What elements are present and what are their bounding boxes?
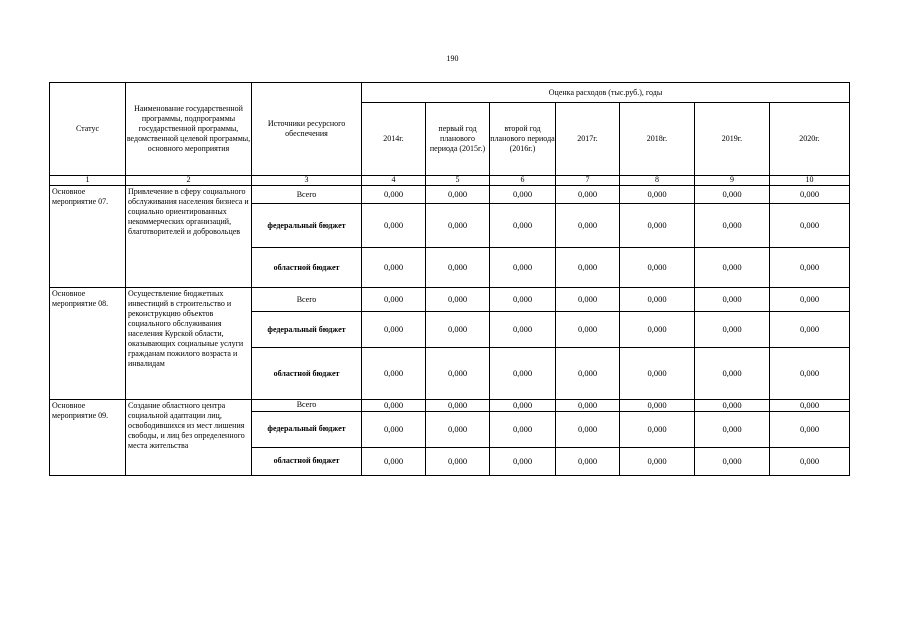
value-cell: 0,000 xyxy=(620,400,695,412)
funding-source-cell: федеральный бюджет xyxy=(252,204,362,248)
column-number-row xyxy=(50,176,850,186)
value-cell: 0,000 xyxy=(426,288,490,312)
header-sources: Источники ресурсного обеспечения xyxy=(252,83,362,176)
value-cell: 0,000 xyxy=(770,411,850,447)
value-cell: 0,000 xyxy=(362,312,426,348)
value-cell: 0,000 xyxy=(770,348,850,400)
funding-source-cell: федеральный бюджет xyxy=(252,411,362,447)
column-number: 3 xyxy=(252,176,362,186)
value-cell: 0,000 xyxy=(770,400,850,412)
value-cell: 0,000 xyxy=(770,447,850,475)
value-cell: 0,000 xyxy=(770,312,850,348)
value-cell: 0,000 xyxy=(426,400,490,412)
header-name: Наименование государственной программы, подпрограммы государственной программы, ведомственной целевой программы, основного мероприятия xyxy=(126,83,252,176)
value-cell: 0,000 xyxy=(490,400,556,412)
column-number: 9 xyxy=(695,176,770,186)
header-estimate: Оценка расходов (тыс.руб.), годы xyxy=(362,83,850,103)
status-cell: Основное мероприятие 08. xyxy=(50,288,126,400)
funding-source-cell: Всего xyxy=(252,400,362,412)
value-cell: 0,000 xyxy=(362,447,426,475)
value-cell: 0,000 xyxy=(362,400,426,412)
table-row xyxy=(50,186,850,204)
value-cell: 0,000 xyxy=(620,348,695,400)
funding-source-cell: областной бюджет xyxy=(252,348,362,400)
header-row xyxy=(50,83,850,103)
value-cell: 0,000 xyxy=(556,411,620,447)
value-cell: 0,000 xyxy=(620,186,695,204)
value-cell: 0,000 xyxy=(362,411,426,447)
value-cell: 0,000 xyxy=(490,348,556,400)
column-number: 8 xyxy=(620,176,695,186)
header-year: 2014г. xyxy=(362,103,426,176)
value-cell: 0,000 xyxy=(362,288,426,312)
value-cell: 0,000 xyxy=(620,248,695,288)
value-cell: 0,000 xyxy=(426,348,490,400)
header-year: 2020г. xyxy=(770,103,850,176)
value-cell: 0,000 xyxy=(770,248,850,288)
value-cell: 0,000 xyxy=(695,447,770,475)
column-number: 1 xyxy=(50,176,126,186)
funding-source-cell: областной бюджет xyxy=(252,248,362,288)
funding-source-cell: Всего xyxy=(252,186,362,204)
activity-name-cell: Создание областного центра социальной адаптации лиц, освободившихся из мест лишения свободы, и лиц без определенного места жительства xyxy=(126,400,252,476)
page-number: 190 xyxy=(446,54,459,63)
value-cell: 0,000 xyxy=(620,312,695,348)
value-cell: 0,000 xyxy=(426,204,490,248)
value-cell: 0,000 xyxy=(490,447,556,475)
table-row xyxy=(50,400,850,412)
value-cell: 0,000 xyxy=(362,186,426,204)
value-cell: 0,000 xyxy=(490,312,556,348)
value-cell: 0,000 xyxy=(620,447,695,475)
value-cell: 0,000 xyxy=(695,186,770,204)
value-cell: 0,000 xyxy=(695,411,770,447)
value-cell: 0,000 xyxy=(426,312,490,348)
funding-source-cell: Всего xyxy=(252,288,362,312)
value-cell: 0,000 xyxy=(770,288,850,312)
value-cell: 0,000 xyxy=(362,248,426,288)
value-cell: 0,000 xyxy=(556,204,620,248)
value-cell: 0,000 xyxy=(362,204,426,248)
column-number: 5 xyxy=(426,176,490,186)
value-cell: 0,000 xyxy=(556,186,620,204)
header-year: первый год планового периода (2015г.) xyxy=(426,103,490,176)
header-year: 2018г. xyxy=(620,103,695,176)
value-cell: 0,000 xyxy=(620,411,695,447)
column-number: 4 xyxy=(362,176,426,186)
value-cell: 0,000 xyxy=(362,348,426,400)
column-number: 2 xyxy=(126,176,252,186)
value-cell: 0,000 xyxy=(620,204,695,248)
table-row xyxy=(50,288,850,312)
value-cell: 0,000 xyxy=(426,186,490,204)
header-status: Статус xyxy=(50,83,126,176)
value-cell: 0,000 xyxy=(556,348,620,400)
value-cell: 0,000 xyxy=(770,186,850,204)
column-number: 10 xyxy=(770,176,850,186)
value-cell: 0,000 xyxy=(556,248,620,288)
value-cell: 0,000 xyxy=(426,411,490,447)
value-cell: 0,000 xyxy=(556,312,620,348)
header-year: 2017г. xyxy=(556,103,620,176)
funding-source-cell: федеральный бюджет xyxy=(252,312,362,348)
header-year: второй год планового периода (2016г.) xyxy=(490,103,556,176)
value-cell: 0,000 xyxy=(426,447,490,475)
value-cell: 0,000 xyxy=(770,204,850,248)
value-cell: 0,000 xyxy=(695,312,770,348)
value-cell: 0,000 xyxy=(490,411,556,447)
activity-name-cell: Осуществление бюджетных инвестиций в строительство и реконструкцию объектов социального обслуживания населения Курской области, оказывающих социальные услуги гражданам пожилого возраста и инвалидам xyxy=(126,288,252,400)
value-cell: 0,000 xyxy=(556,447,620,475)
value-cell: 0,000 xyxy=(490,186,556,204)
budget-table xyxy=(49,82,850,476)
value-cell: 0,000 xyxy=(620,288,695,312)
value-cell: 0,000 xyxy=(490,248,556,288)
value-cell: 0,000 xyxy=(695,248,770,288)
header-year: 2019г. xyxy=(695,103,770,176)
value-cell: 0,000 xyxy=(695,288,770,312)
funding-source-cell: областной бюджет xyxy=(252,447,362,475)
value-cell: 0,000 xyxy=(426,248,490,288)
column-number: 6 xyxy=(490,176,556,186)
activity-name-cell: Привлечение в сферу социального обслуживания населения бизнеса и социально ориентированных некоммерческих организаций, благотворителей и добровольцев xyxy=(126,186,252,288)
status-cell: Основное мероприятие 09. xyxy=(50,400,126,476)
status-cell: Основное мероприятие 07. xyxy=(50,186,126,288)
value-cell: 0,000 xyxy=(490,288,556,312)
value-cell: 0,000 xyxy=(695,400,770,412)
column-number: 7 xyxy=(556,176,620,186)
value-cell: 0,000 xyxy=(556,288,620,312)
value-cell: 0,000 xyxy=(695,348,770,400)
value-cell: 0,000 xyxy=(556,400,620,412)
table-body xyxy=(50,83,850,476)
value-cell: 0,000 xyxy=(490,204,556,248)
value-cell: 0,000 xyxy=(695,204,770,248)
